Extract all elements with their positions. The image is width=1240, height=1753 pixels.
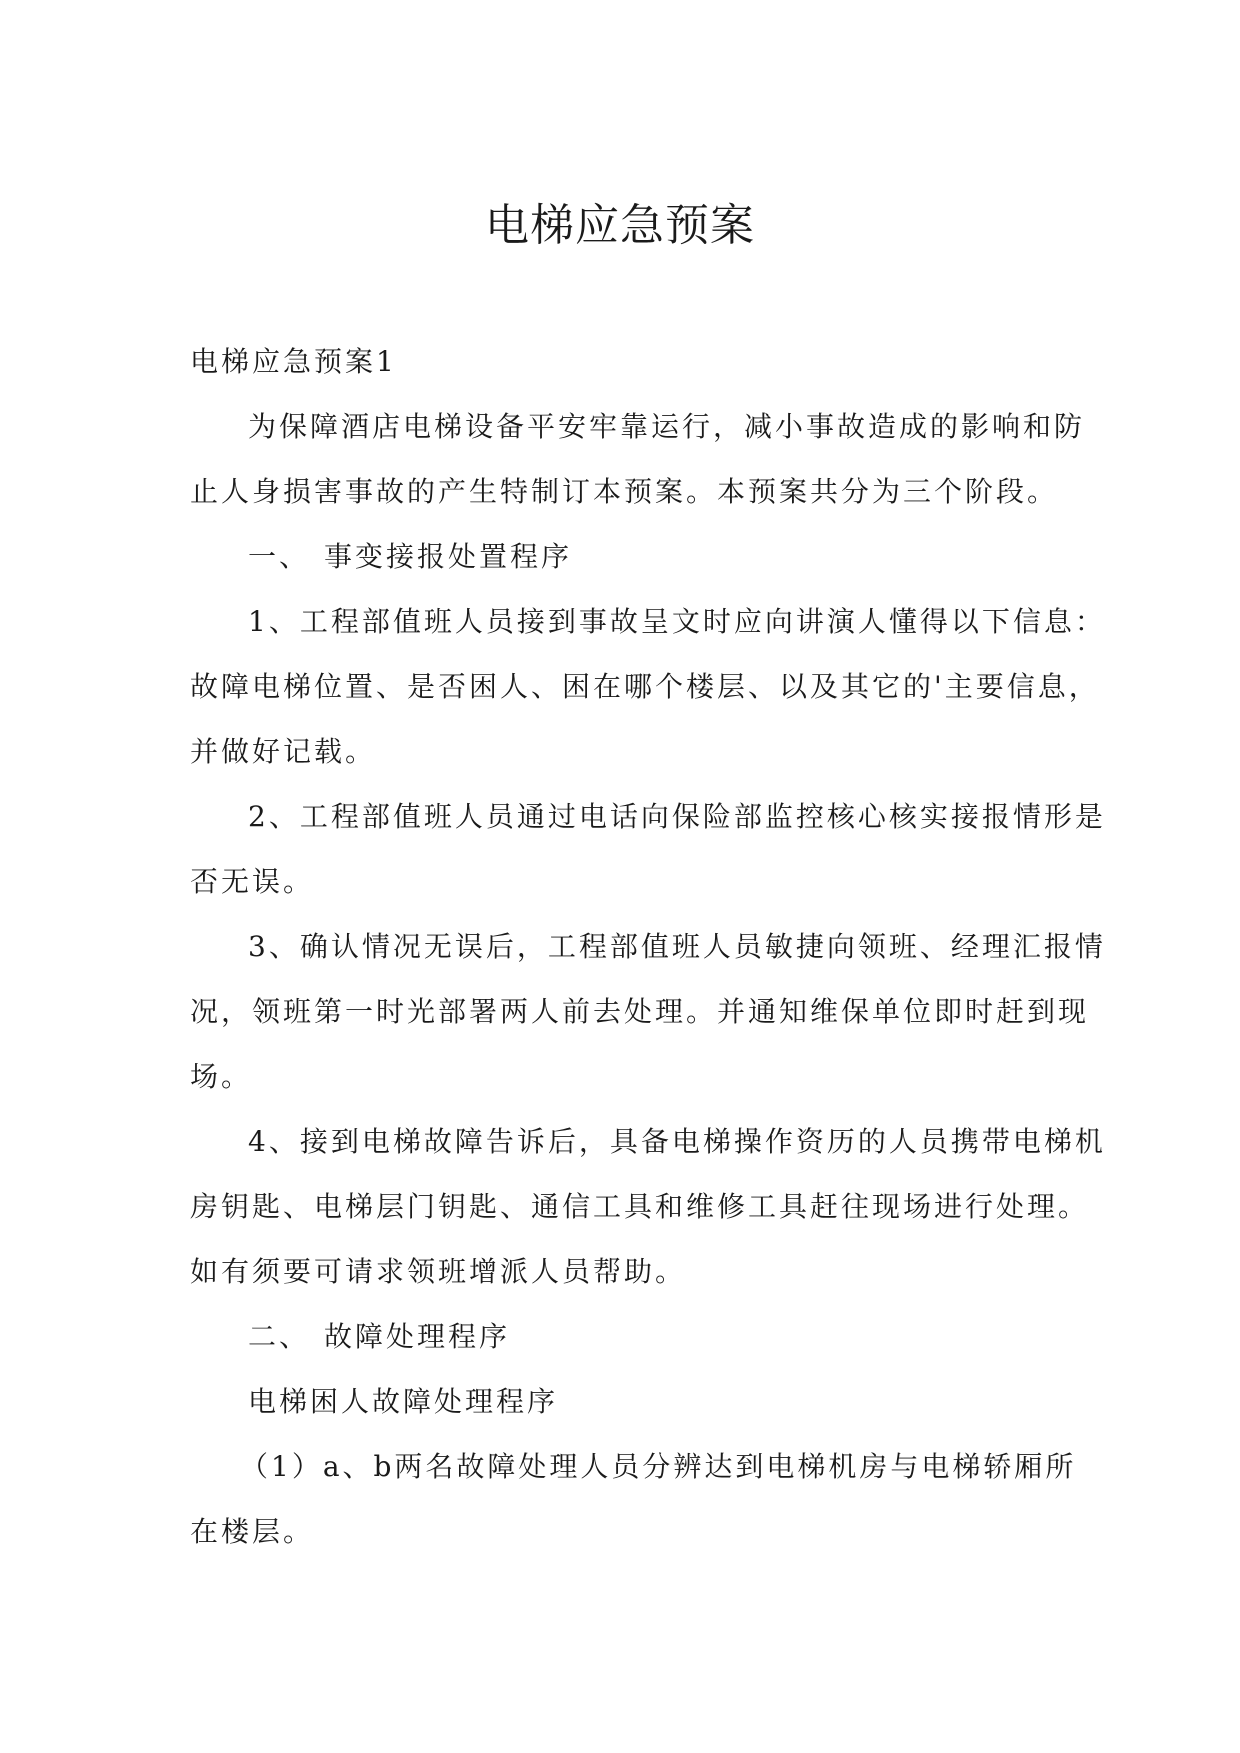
paragraph-line: 2、工程部值班人员通过电话向保险部监控核心核实接报情形是 bbox=[248, 800, 1106, 833]
paragraph-line: 1、工程部值班人员接到事故呈文时应向讲演人懂得以下信息： bbox=[248, 605, 1106, 638]
paragraph-line: 止人身损害事故的产生特制订本预案。本预案共分为三个阶段。 bbox=[190, 475, 1059, 508]
paragraph-line: 故障电梯位置、是否困人、困在哪个楼层、以及其它的'主要信息， bbox=[190, 670, 1100, 703]
paragraph-line: 房钥匙、电梯层门钥匙、通信工具和维修工具赶往现场进行处理。 bbox=[190, 1190, 1090, 1223]
section-heading bbox=[190, 537, 1055, 602]
paragraph-line: 并做好记载。 bbox=[190, 735, 377, 768]
paragraph-line: 4、接到电梯故障告诉后，具备电梯操作资历的人员携带电梯机 bbox=[248, 1125, 1106, 1158]
paragraph-line: （1）a、b两名故障处理人员分辨达到电梯机房与电梯轿厢所 bbox=[240, 1450, 1077, 1483]
document-title: 电梯应急预案 bbox=[485, 200, 755, 251]
paragraph-line: 况，领班第一时光部署两人前去处理。并通知维保单位即时赶到现 bbox=[190, 995, 1090, 1028]
section-heading bbox=[190, 1317, 1055, 1382]
heading-text: 故障处理程序 bbox=[324, 1320, 511, 1353]
document-body bbox=[190, 342, 1106, 1577]
subsection-heading: 电梯困人故障处理程序 bbox=[248, 1385, 559, 1418]
heading-number: 二、 bbox=[248, 1320, 311, 1353]
paragraph-line: 在楼层。 bbox=[190, 1515, 315, 1548]
paragraph-line: 场。 bbox=[190, 1060, 253, 1093]
paragraph-line: 否无误。 bbox=[190, 865, 315, 898]
paragraph-line: 为保障酒店电梯设备平安牢靠运行，减小事故造成的影响和防 bbox=[248, 410, 1086, 443]
heading-number: 一、 bbox=[248, 540, 311, 573]
paragraph-line: 如有须要可请求领班增派人员帮助。 bbox=[190, 1255, 687, 1288]
section-label: 电梯应急预案1 bbox=[190, 345, 397, 378]
heading-text: 事变接报处置程序 bbox=[324, 540, 573, 573]
paragraph-line: 3、确认情况无误后，工程部值班人员敏捷向领班、经理汇报情 bbox=[248, 930, 1106, 963]
